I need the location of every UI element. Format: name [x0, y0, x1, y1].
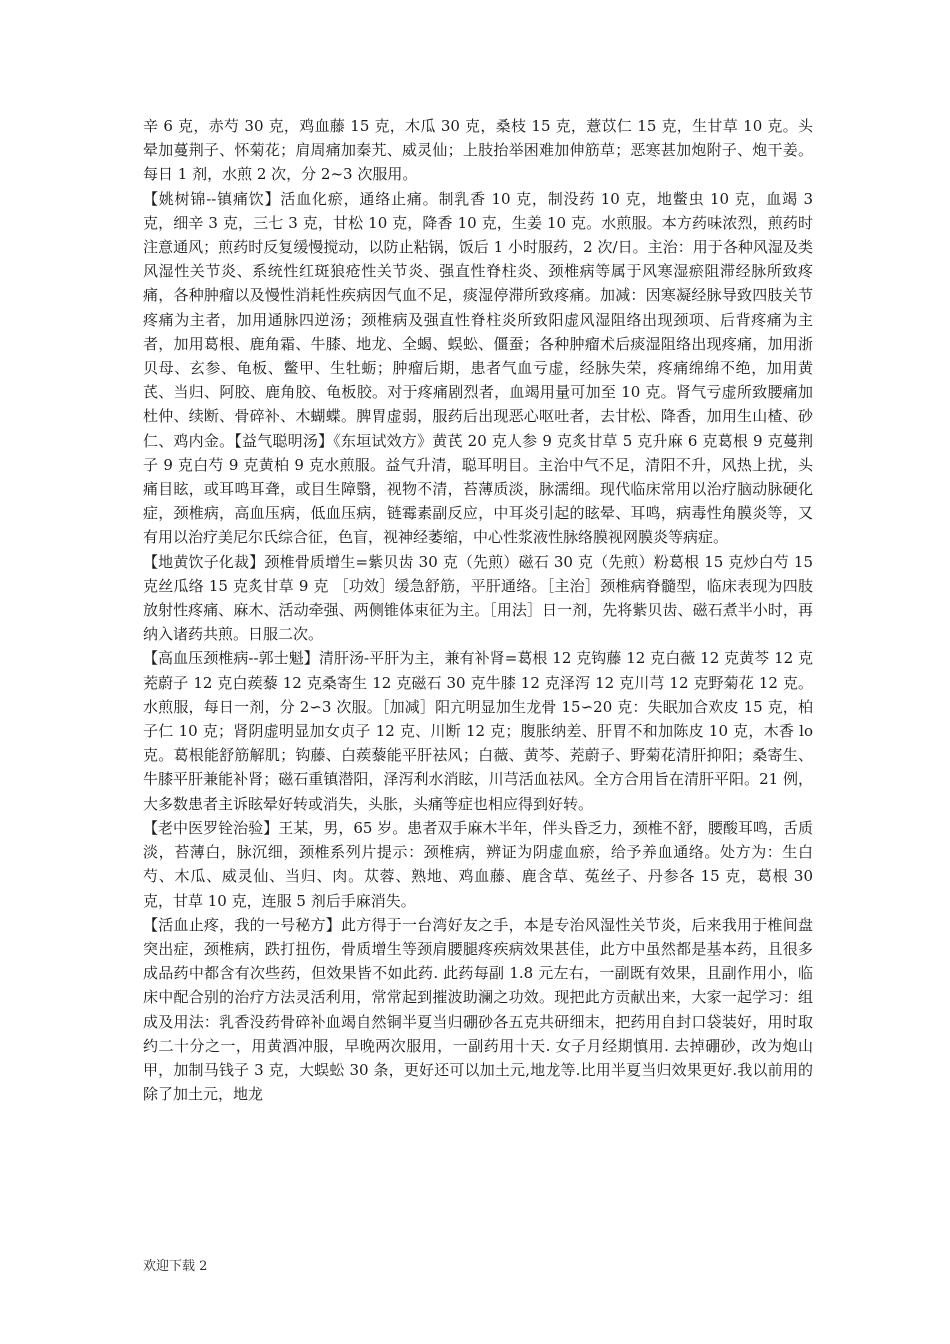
- page-footer: 欢迎下载 2: [143, 1259, 208, 1274]
- paragraph-4: 【高血压颈椎病--郭士魁】清肝汤-平肝为主，兼有补肾=葛根 12 克钩藤 12 克白薇 12 克黄芩 12 克茺蔚子 12 克白蒺藜 12 克桑寄生 12 克磁石 30 克牛膝 12 克泽泻 12 克川芎 12 克野菊花 12 克。水煎服，每日一剂，分 2∽3 次服。［加减］阳亢明显加生龙骨 15∽20 克：失眠加合欢皮 15 克，柏子仁 10 克；肾阴虚明显加女贞子 12 克、川断 12 克；腹胀纳差、肝胃不和加陈皮 10 克，木香 lo 克。葛根能舒筋解肌；钩藤、白蒺藜能平肝祛风；白薇、黄芩、茺蔚子、野菊花清肝抑阳；桑寄生、牛膝平肝兼能补肾；磁石重镇潜阳，泽泻利水消眩，川芎活血祛风。全方合用旨在清肝平阳。21 例，大多数患者主诉眩晕好转或消失，头胀，头痛等症也相应得到好转。: [143, 649, 818, 813]
- document-body: [143, 114, 818, 1106]
- paragraph-6: 【活血止疼，我的一号秘方】此方得于一台湾好友之手，本是专治风湿性关节炎，后来我用于椎间盘突出症，颈椎病，跌打扭伤，骨质增生等颈肩腰腿疼疾病效果甚佳，此方中虽然都是基本药，且很多成品药中都含有次些药，但效果皆不如此药. 此药每副 1.8 元左右，一副既有效果，且副作用小，临床中配合别的治疗方法灵活利用，常常起到摧波助澜之功效。现把此方贡献出来，大家一起学习：组成及用法：乳香没药骨碎补血竭自然铜半夏当归硼砂各五克共研细末，把药用自封口袋装好，用时取约二十分之一，用黄酒冲服，早晚两次服用，一副药用十天. 女子月经期慎用. 去掉硼砂，改为炮山甲，加制马钱子 3 克，大蜈蚣 30 条，更好还可以加土元,地龙等.比用半夏当归效果更好.我以前用的除了加土元，地龙: [143, 915, 813, 1104]
- paragraph-3: 【地黄饮子化裁】颈椎骨质增生=紫贝齿 30 克（先煎）磁石 30 克（先煎）粉葛根 15 克炒白芍 15 克丝瓜络 15 克炙甘草 9 克 ［功效］缓急舒筋，平肝通络。［主治］颈椎病脊髓型，临床表现为四肢放射性疼痛、麻木、活动牵强、两侧锥体束征为主。［用法］日一剂，先将紫贝齿、磁石煮半小时，再纳入诸药共煎。日服二次。: [143, 552, 818, 644]
- paragraph-2: 【姚树锦--镇痛饮】活血化瘀，通络止痛。制乳香 10 克，制没药 10 克，地鳖虫 10 克，血竭 3 克，细辛 3 克，三七 3 克，甘松 10 克，降香 10 克，生姜 10 克。水煎服。本方药味浓烈，煎药时注意通风；煎药时反复缓慢搅动，以防止粘锅，饭后 1 小时服药，2 次/日。主治：用于各种风湿及类风湿性关节炎、系统性红斑狼疮性关节炎、强直性脊柱炎、颈椎病等属于风寒湿瘀阻滞经脉所致疼痛，各种肿瘤以及慢性消耗性疾病因气血不足，痰湿停滞所致疼痛。加减：因寒凝经脉导致四肢关节疼痛为主者，加用通脉四逆汤；颈椎病及强直性脊柱炎所致阳虚风湿阻络出现颈项、后背疼痛为主者，加用葛根、鹿角霜、牛膝、地龙、全蝎、蜈蚣、僵蚕；各种肿瘤术后痰湿阻络出现疼痛，加用浙贝母、玄参、龟板、鳖甲、生牡蛎；肿瘤后期，患者气血亏虚，经脉失荣，疼痛绵绵不绝，加用黄芪、当归、阿胶、鹿角胶、龟板胶。对于疼痛剧烈者，血竭用量可加至 10 克。肾气亏虚所致腰痛加杜仲、续断、骨碎补、木蝴蝶。脾胃虚弱，服药后出现恶心呕吐者，去甘松、降香，加用生山楂、砂仁、鸡内金。【益气聪明汤】《东垣试效方》黄芪 20 克人参 9 克炙甘草 5 克升麻 6 克葛根 9 克蔓荆子 9 克白芍 9 克黄柏 9 克水煎服。益气升清，聪耳明目。主治中气不足，清阳不升，风热上扰，头痛目眩，或耳鸣耳聋，或目生障翳，视物不清，苔薄质淡，脉濡细。现代临床常用以治疗脑动脉硬化症，颈椎病，高血压病，低血压病，链霉素副反应，中耳炎引起的眩晕、耳鸣，病毒性角膜炎等，又有用以治疗美尼尔氏综合征，色盲，视神经萎缩，中心性浆液性脉络膜视网膜炎等病症。: [143, 189, 818, 547]
- paragraph-1: 辛 6 克，赤芍 30 克，鸡血藤 15 克，木瓜 30 克，桑枝 15 克，薏苡仁 15 克，生甘草 10 克。头晕加蔓荆子、怀菊花；肩周痛加秦艽、威灵仙；上肢抬举困难加伸筋草；恶寒甚加炮附子、炮干姜。每日 1 剂，水煎 2 次，分 2~3 次服用。: [143, 117, 813, 184]
- paragraph-5: 【老中医罗铨治验】王某，男，65 岁。患者双手麻木半年，伴头昏乏力，颈椎不舒，腰酸耳鸣，舌质淡，苔薄白，脉沉细，颈椎系列片提示：颈椎病，辨证为阴虚血瘀，给予养血通络。处方为：生白芍、木瓜、威灵仙、当归、肉。苁蓉、熟地、鸡血藤、鹿含草、菟丝子、丹参各 15 克，葛根 30 克，甘草 10 克，连服 5 剂后手麻消失。: [143, 818, 818, 910]
